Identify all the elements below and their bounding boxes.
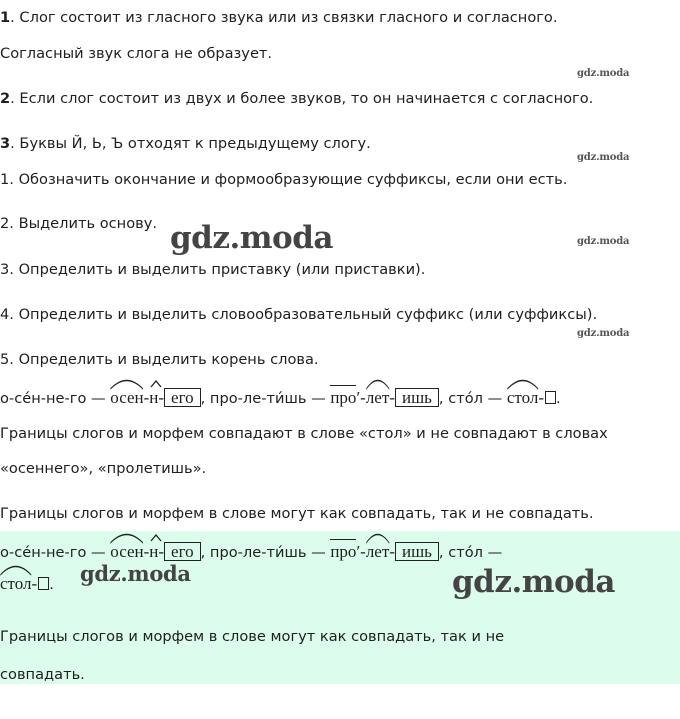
step-3: 3. Определить и выделить приставку (или приставки).: [0, 261, 426, 278]
rule-1: 1. Слог состоит из гласного звука или из связки гласного и согласного.: [0, 9, 558, 26]
root-mark: осен: [110, 387, 143, 409]
root-mark: осен: [110, 541, 143, 563]
zero-ending-mark: [545, 391, 556, 404]
watermark-small: gdz.moda: [577, 152, 630, 163]
conclusion-1-continued: «осеннего», «пролетишь».: [0, 460, 207, 477]
ending-mark: ишь: [395, 388, 439, 407]
step-2: 2. Выделить основу.: [0, 215, 158, 232]
rule-1-continued: Согласный звук слога не образует.: [0, 45, 273, 62]
suffix-mark: н: [149, 541, 158, 563]
root-mark: стол: [507, 387, 539, 409]
step-5: 5. Определить и выделить корень слова.: [0, 351, 319, 368]
rule-3: 3. Буквы Й, Ь, Ъ отходят к предыдущему слогу.: [0, 135, 371, 152]
root-mark: лет: [366, 541, 389, 563]
answer-conclusion: Границы слогов и морфем в слове могут как совпадать, так и не: [0, 628, 505, 645]
watermark-small: gdz.moda: [577, 236, 630, 247]
answer-conclusion-continued: совпадать.: [0, 666, 85, 683]
step-4: 4. Определить и выделить словообразовательный суффикс (или суффиксы).: [0, 306, 598, 323]
watermark-small: gdz.moda: [577, 328, 630, 339]
root-mark: стол: [0, 573, 32, 595]
prefix-mark: про: [330, 539, 356, 563]
ending-mark: его: [164, 542, 201, 561]
watermark-medium: gdz.moda: [80, 561, 191, 586]
watermark-small: gdz.moda: [577, 68, 630, 79]
conclusion-2: Границы слогов и морфем в слове могут как совпадать, так и не совпадать.: [0, 505, 594, 522]
ending-mark: его: [164, 388, 201, 407]
step-1: 1. Обозначить окончание и формообразующие суффиксы, если они есть.: [0, 171, 568, 188]
answer-analysis-continued: стол- .: [0, 573, 54, 596]
watermark-large: gdz.moda: [170, 220, 333, 256]
root-mark: лет: [366, 387, 389, 409]
suffix-mark: н: [149, 387, 158, 409]
answer-analysis: о-се́н-не-го — осен- н- его , про-ле-ти́шь — про′- лет- ишь , сто́л —: [0, 539, 502, 564]
watermark-large: gdz.moda: [452, 564, 615, 600]
prefix-mark: про: [330, 385, 356, 409]
zero-ending-mark: [38, 577, 49, 590]
conclusion-1: Границы слогов и морфем совпадают в слове «стол» и не совпадают в словах: [0, 425, 608, 442]
rule-2: 2. Если слог состоит из двух и более звуков, то он начинается с согласного.: [0, 90, 594, 107]
ending-mark: ишь: [395, 542, 439, 561]
morpheme-analysis: о-се́н-не-го — осен- н- его , про-ле-ти́шь — про′- лет- ишь , сто́л — стол- .: [0, 385, 561, 410]
